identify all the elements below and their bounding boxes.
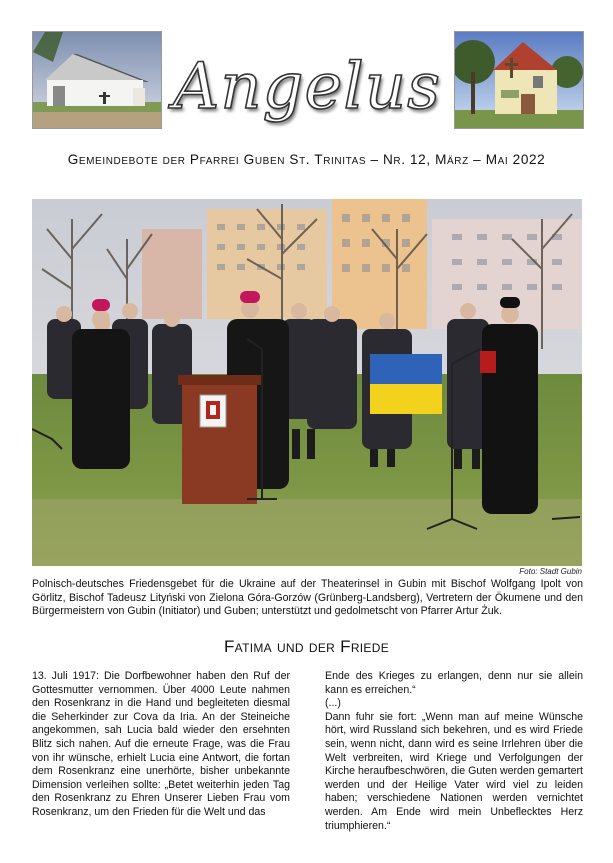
article-heading: Fatima und der Friede: [223, 637, 390, 656]
church-photo-left-image: [33, 32, 161, 128]
article-column-left: [32, 670, 290, 820]
article-paragraph: Dann fuhr sie fort: „Wenn man auf meine Wünsche hört, wird Russland sich bekehren, und es wird Friede sein, wenn nicht, dann wird es seine Irrlehren über die Welt verbreiten, wird Kriege und Verfolgungen der Kirche heraufbeschwören, die Guten werden gemartert werden und der Heilige Vater wird viel zu leiden haben; verschiedene Nationen werden vernichtet werden. Am Ende wird mein Unbeflecktes Herz triumphieren.“: [325, 710, 583, 832]
photo-credit: Foto: Stadt Gubin: [519, 567, 582, 576]
article-paragraph: 13. Juli 1917: Die Dorfbewohner haben den Ruf der Gottesmutter vernommen. Über 4000 Leute nahmen den Rosenkranz in die Hand und begleiteten diesmal die Seherkinder zur Cova da Iria. An der Steineiche angekommen, sah Lucia bald wieder den ersehnten Blitz sich nahen. Auf die erneute Frage, was die Frau von ihr wünsche, erhielt Lucia eine Antwort, die fortan dem Rosenkranz eine unerhörte, bisher unbekannte Dimension verleihen sollte: „Betet weiterhin jeden Tag den Rosenkranz zu Ehren Unserer Lieben Frau vom Rosenkranz, um den Frieden für die Welt und das: [32, 670, 290, 818]
main-photo: [32, 199, 582, 566]
church-photo-left: [32, 31, 162, 129]
peace-prayer-photo: [32, 199, 582, 566]
article-column-right: [325, 670, 583, 833]
article-ellipsis: (...): [325, 697, 341, 710]
photo-caption: Polnisch-deutsches Friedensgebet für die Ukraine auf der Theaterinsel in Gubin mit Bischof Wolfgang Ipolt von Görlitz, Bischof Tadeusz Lityński von Zielona Góra-Gorzów (Grünberg-Landsberg), Vertretern der Ökumene und den Bürgermeistern von Gubin (Initiator) und Guben; unterstützt und gedolmetscht von Pfarrer Artur Żuk.: [32, 578, 583, 618]
church-photo-right: [454, 31, 584, 129]
masthead-title: Angelus: [173, 50, 441, 124]
article-paragraph: Ende des Krieges zu erlangen, denn nur sie allein kann es erreichen.“: [325, 670, 583, 696]
church-photo-right-image: [455, 32, 583, 128]
subtitle: Gemeindebote der Pfarrei Guben St. Trinitas – Nr. 12, März – Mai 2022: [67, 152, 546, 167]
